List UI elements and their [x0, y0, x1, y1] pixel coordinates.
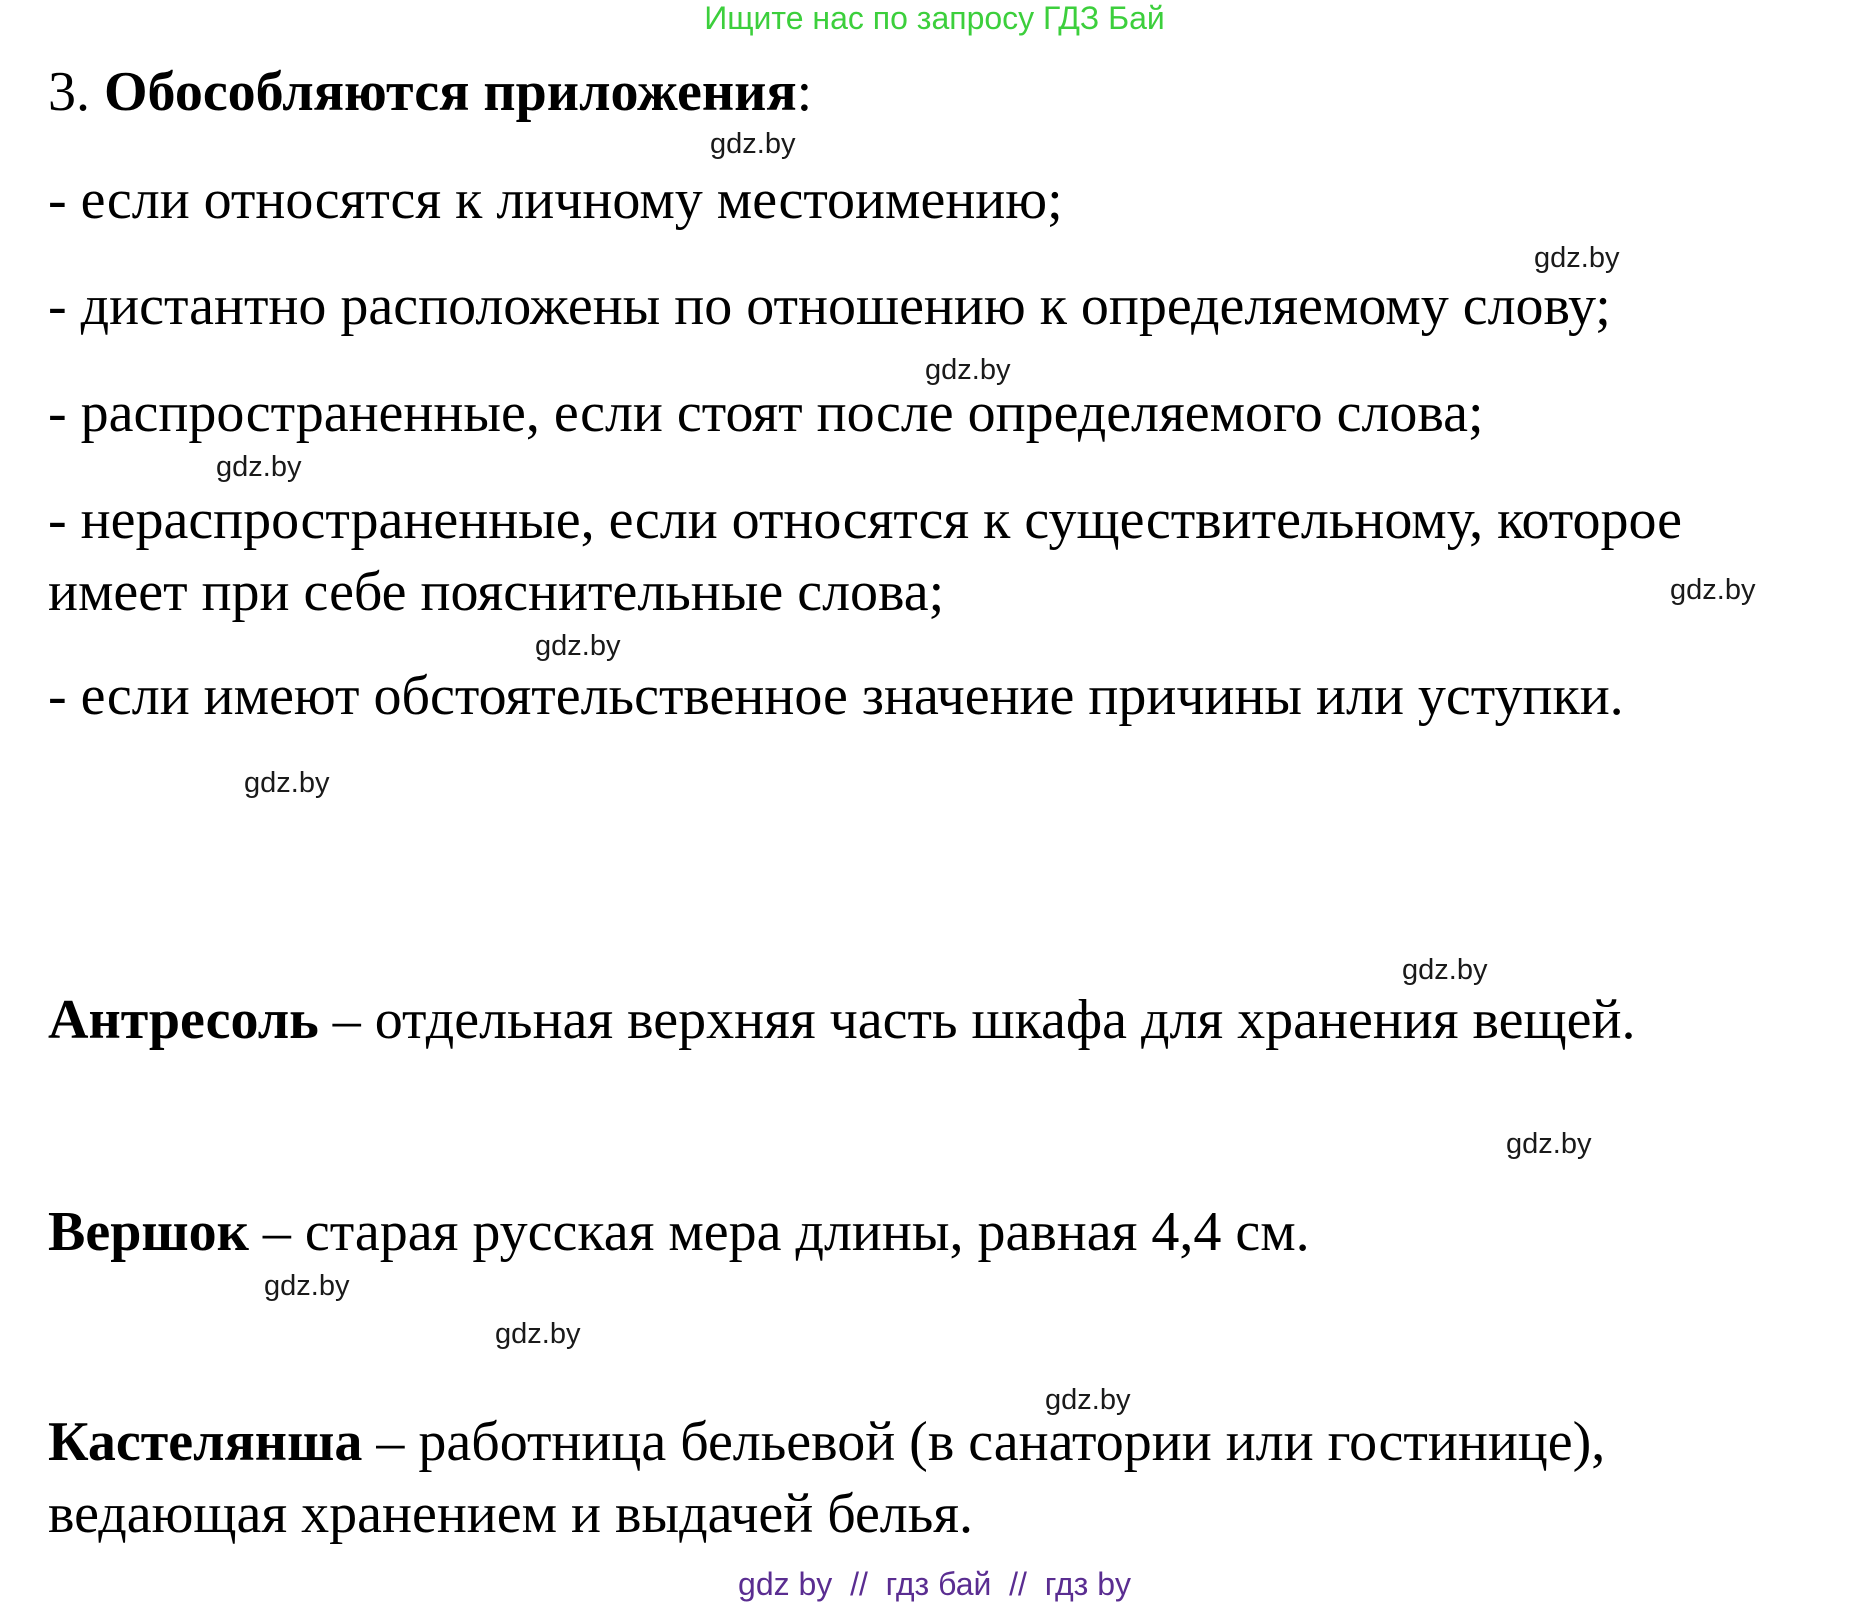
watermark-text: gdz.by: [1045, 1384, 1131, 1416]
watermark-text: gdz.by: [925, 354, 1011, 386]
watermark-text: gdz.by: [1670, 574, 1756, 606]
footer-links: gdz by // гдз бай // гдз by: [738, 1566, 1131, 1602]
search-hint-banner: Ищите нас по запросу ГДЗ Бай: [704, 0, 1165, 36]
rule-item-1: - если относятся к личному местоимению;: [48, 169, 1063, 231]
glossary-term: Вершок: [48, 1201, 249, 1263]
glossary-definition: – отдельная верхняя часть шкафа для хранения вещей.: [318, 989, 1636, 1051]
watermark-text: gdz.by: [1506, 1128, 1592, 1160]
glossary-entry-antresol: [48, 990, 1635, 1050]
rule-title: Обособляются приложения: [104, 61, 797, 123]
watermark-text: gdz.by: [1534, 242, 1620, 274]
rule-item-2: - дистантно расположены по отношению к определяемому слову;: [48, 275, 1611, 337]
rule-item-4: - нераспространенные, если относятся к существительному, которое: [48, 489, 1683, 551]
watermark-text: gdz.by: [710, 128, 796, 160]
watermark-text: gdz.by: [535, 630, 621, 662]
rule-heading: [48, 62, 812, 122]
watermark-text: gdz.by: [1402, 954, 1488, 986]
watermark-text: gdz.by: [244, 767, 330, 799]
rule-title-suffix: :: [796, 61, 813, 123]
glossary-definition: – работница бельевой (в санатории или гостинице),: [362, 1411, 1606, 1473]
rule-item-3: - распространенные, если стоят после определяемого слова;: [48, 382, 1484, 444]
glossary-term: Антресоль: [48, 989, 319, 1051]
glossary-term: Кастелянша: [48, 1411, 363, 1473]
rule-number: 3.: [48, 61, 90, 123]
glossary-definition-continued: ведающая хранением и выдачей белья.: [48, 1483, 974, 1545]
watermark-text: gdz.by: [216, 451, 302, 483]
rule-item-5: - если имеют обстоятельственное значение причины или уступки.: [48, 665, 1624, 727]
watermark-text: gdz.by: [495, 1318, 581, 1350]
rule-item-4-continued: имеет при себе пояснительные слова;: [48, 561, 945, 623]
glossary-entry-vershok: [48, 1202, 1310, 1262]
watermark-text: gdz.by: [264, 1270, 350, 1302]
glossary-definition: – старая русская мера длины, равная 4,4 см.: [248, 1201, 1310, 1263]
glossary-entry-kastelyansha: [48, 1412, 1605, 1472]
